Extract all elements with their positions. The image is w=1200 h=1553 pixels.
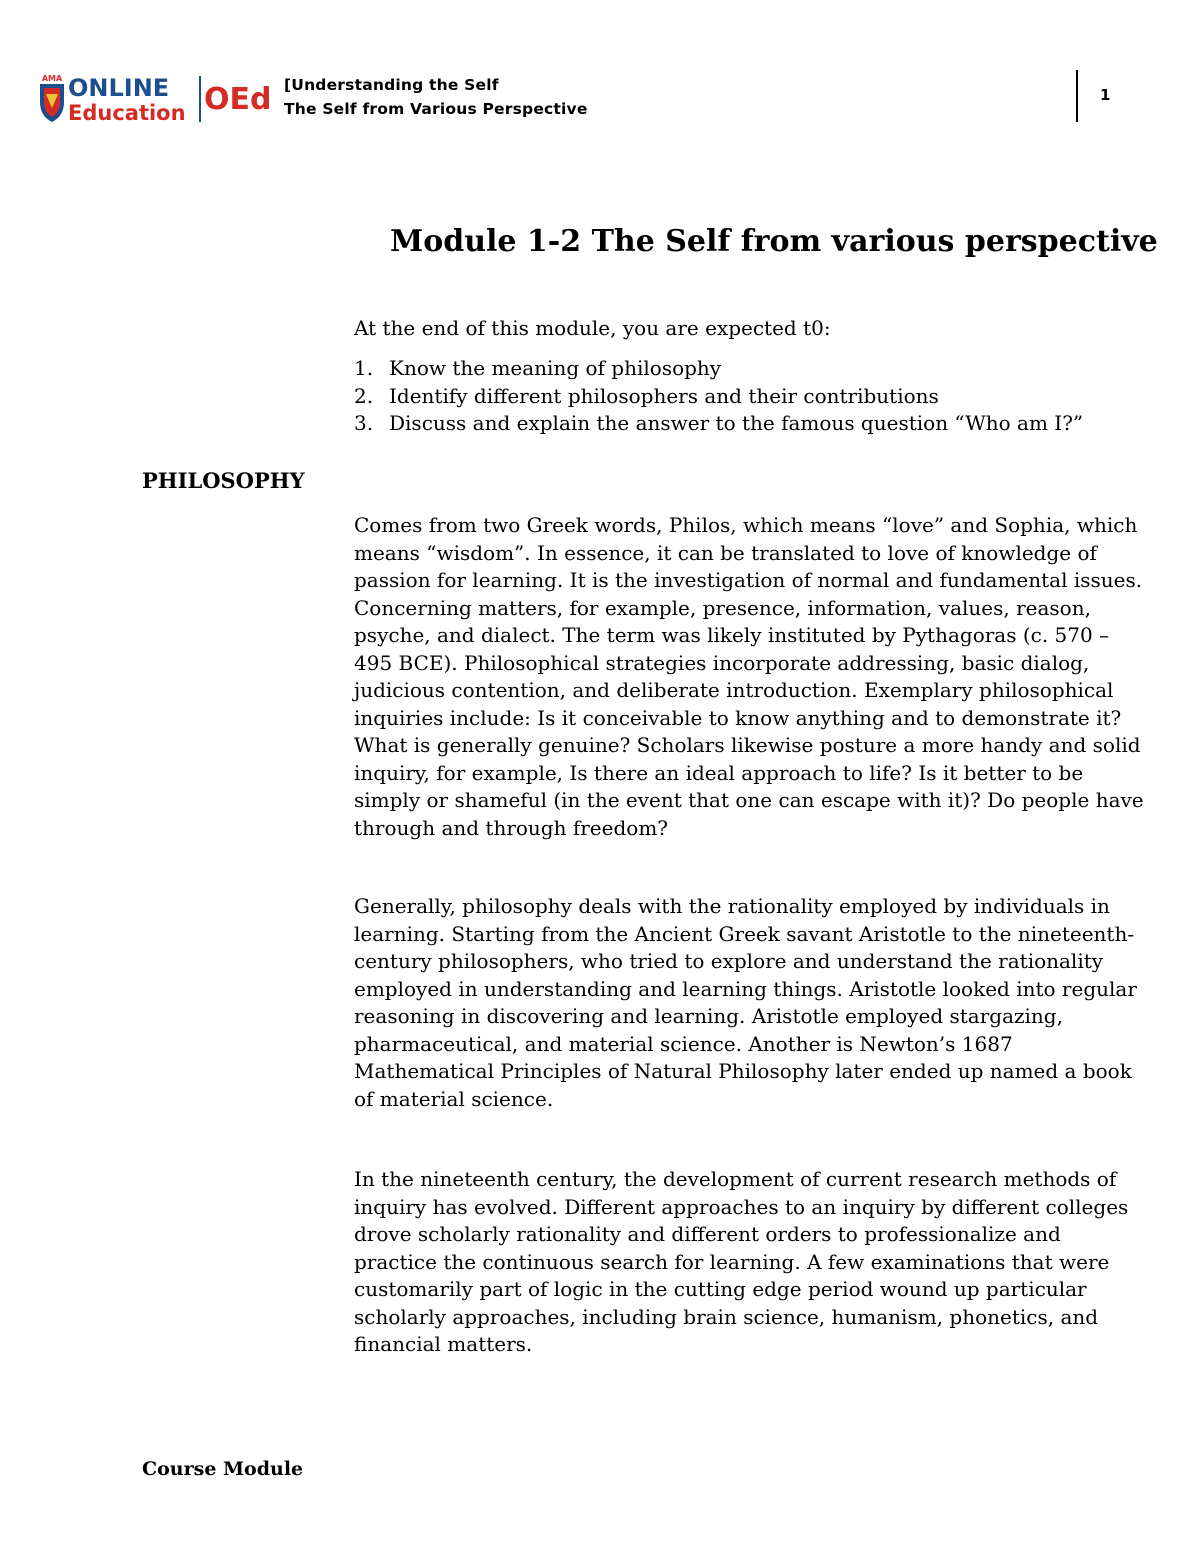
paragraph-line: scholarly approaches, including brain science, humanism, phonetics, and (354, 1304, 1099, 1329)
section-heading: PHILOSOPHY (142, 468, 305, 493)
header-subtitle-line: The Self from Various Perspective (284, 100, 588, 118)
svg-text:ONLINE: ONLINE (68, 74, 170, 102)
paragraph-line: reasoning in discovering and learning. Aristotle employed stargazing, (354, 1004, 1063, 1028)
paragraph-line: financial matters. (354, 1332, 533, 1356)
paragraph-line: passion for learning. It is the investigation of normal and fundamental issues. (354, 568, 1143, 592)
paragraph-line: Mathematical Principles of Natural Philosophy later ended up named a book (354, 1059, 1132, 1083)
objectives-list (354, 355, 1154, 438)
svg-text:Education: Education (68, 101, 186, 124)
objective-number: 2. (354, 383, 374, 408)
paragraph-line: means “wisdom”. In essence, it can be translated to love of knowledge of (354, 540, 1097, 565)
oed-logo (36, 72, 271, 124)
paragraph-line: Comes from two Greek words, Philos, which means “love” and Sophia, which (354, 513, 1138, 537)
paragraph-line: psyche, and dialect. The term was likely instituted by Pythagoras (c. 570 – (354, 623, 1110, 647)
paragraph-line: drove scholarly rationality and different orders to professionalize and (354, 1222, 1061, 1246)
paragraph-line: pharmaceutical, and material science. Another is Newton’s 1687 (354, 1031, 1013, 1056)
paragraph-line: In the nineteenth century, the development of current research methods of (354, 1167, 1117, 1191)
header-divider (1076, 70, 1078, 122)
objective-number: 1. (354, 356, 374, 380)
paragraph (354, 1166, 1144, 1359)
header-course-line: [Understanding the Self (284, 76, 499, 94)
paragraph-line: of material science. (354, 1086, 554, 1111)
paragraph (354, 512, 1144, 842)
paragraph-line: employed in understanding and learning things. Aristotle looked into regular (354, 976, 1137, 1001)
paragraph-line: century philosophers, who tried to explore and understand the rationality (354, 949, 1104, 973)
paragraph-line: practice the continuous search for learning. A few examinations that were (354, 1249, 1110, 1274)
paragraph-line: simply or shameful (in the event that one can escape with it)? Do people have (354, 788, 1144, 812)
module-title: Module 1-2 The Self from various perspective (390, 224, 1158, 259)
objective-number: 3. (354, 411, 374, 435)
objective-text: Know the meaning of philosophy (389, 356, 722, 380)
footer-label: Course Module (142, 1458, 304, 1480)
objective-item (354, 355, 1154, 383)
svg-text:AMA: AMA (41, 74, 63, 83)
objective-item (354, 410, 1154, 438)
school-seal-icon (40, 74, 64, 122)
paragraph-line: Generally, philosophy deals with the rationality employed by individuals in (354, 894, 1110, 918)
paragraph (354, 893, 1144, 1113)
paragraph-line: What is generally genuine? Scholars likewise posture a more handy and solid (354, 733, 1141, 757)
objective-text: Identify different philosophers and their contributions (389, 383, 939, 408)
paragraph-line: Concerning matters, for example, presence, information, values, reason, (354, 595, 1091, 620)
objectives-intro: At the end of this module, you are expected t0: (354, 316, 831, 340)
objective-text: Discuss and explain the answer to the famous question “Who am I?” (389, 411, 1084, 435)
paragraph-line: customarily part of logic in the cutting edge period wound up particular (354, 1277, 1087, 1301)
paragraph-line: through and through freedom? (354, 815, 669, 840)
paragraph-line: inquiry has evolved. Different approaches to an inquiry by different colleges (354, 1194, 1129, 1219)
paragraph-line: inquiry, for example, Is there an ideal approach to life? Is it better to be (354, 760, 1084, 785)
paragraph-line: learning. Starting from the Ancient Greek savant Aristotle to the nineteenth- (354, 921, 1135, 946)
paragraph-line: inquiries include: Is it conceivable to know anything and to demonstrate it? (354, 705, 1122, 730)
svg-text:OEd: OEd (204, 82, 271, 117)
paragraph-line: judicious contention, and deliberate introduction. Exemplary philosophical (354, 678, 1114, 702)
page-number: 1 (1100, 86, 1111, 104)
objective-item (354, 383, 1154, 411)
paragraph-line: 495 BCE). Philosophical strategies incorporate addressing, basic dialog, (354, 650, 1090, 675)
